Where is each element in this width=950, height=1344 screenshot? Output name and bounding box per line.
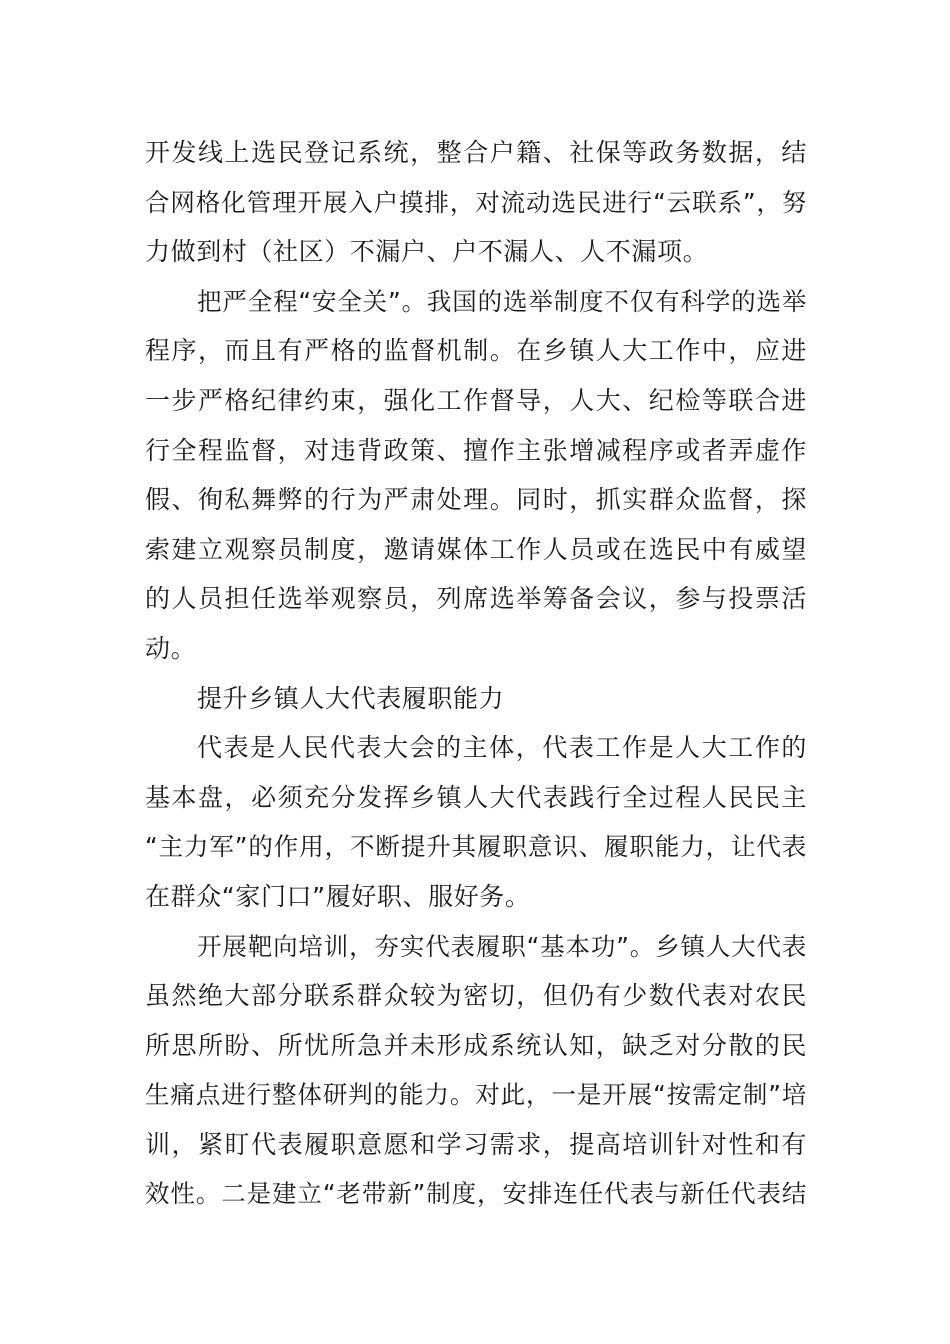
para-security-checkpoint <box>145 277 807 674</box>
text-line: 假、徇私舞弊的行为严肃处理。同时，抓实群众监督，探 <box>145 485 807 515</box>
text-line: 把严全程“安全关”。我国的选举制度不仅有科学的选举 <box>197 286 807 316</box>
section-heading-capacity <box>145 674 807 724</box>
text-line: 代表是人民代表大会的主体，代表工作是人大工作的 <box>197 733 807 763</box>
text-line: 的人员担任选举观察员，列席选举筹备会议，参与投票活 <box>145 584 807 614</box>
text-line: 在群众“家门口”履好职、服好务。 <box>145 881 531 911</box>
text-line: 虽然绝大部分联系群众较为密切，但仍有少数代表对农民 <box>145 981 807 1011</box>
text-line: 程序，而且有严格的监督机制。在乡镇人大工作中，应进 <box>145 336 807 366</box>
section-heading: 提升乡镇人大代表履职能力 <box>197 683 505 713</box>
text-line: 生痛点进行整体研判的能力。对此，一是开展“按需定制”培 <box>145 1080 807 1110</box>
text-line: 合网格化管理开展入户摸排，对流动选民进行“云联系”，努 <box>145 187 807 217</box>
text-line: 动。 <box>145 633 197 663</box>
text-line: 训，紧盯代表履职意愿和学习需求，提高培训针对性和有 <box>145 1129 807 1159</box>
text-line: “主力军”的作用，不断提升其履职意识、履职能力，让代表 <box>145 832 807 862</box>
text-line: 开展靶向培训，夯实代表履职“基本功”。乡镇人大代表 <box>197 931 807 961</box>
text-line: 所思所盼、所忧所急并未形成系统认知，缺乏对分散的民 <box>145 1030 807 1060</box>
text-line: 开发线上选民登记系统，整合户籍、社保等政务数据，结 <box>145 138 807 167</box>
text-line: 基本盘，必须充分发挥乡镇人大代表践行全过程人民民主 <box>145 782 807 812</box>
text-line: 索建立观察员制度，邀请媒体工作人员或在选民中有威望 <box>145 534 807 564</box>
text-line: 效性。二是建立“老带新”制度，安排连任代表与新任代表结 <box>145 1179 807 1209</box>
para-deputies-role <box>145 723 807 921</box>
text-line: 力做到村（社区）不漏户、户不漏人、人不漏项。 <box>145 237 709 267</box>
para-continued-voter-registration <box>145 128 807 277</box>
text-line: 一步严格纪律约束，强化工作督导，人大、纪检等联合进 <box>145 385 807 415</box>
text-line: 行全程监督，对违背政策、擅作主张增减程序或者弄虚作 <box>145 435 807 465</box>
body-text <box>145 128 807 1219</box>
para-targeted-training <box>145 922 807 1220</box>
